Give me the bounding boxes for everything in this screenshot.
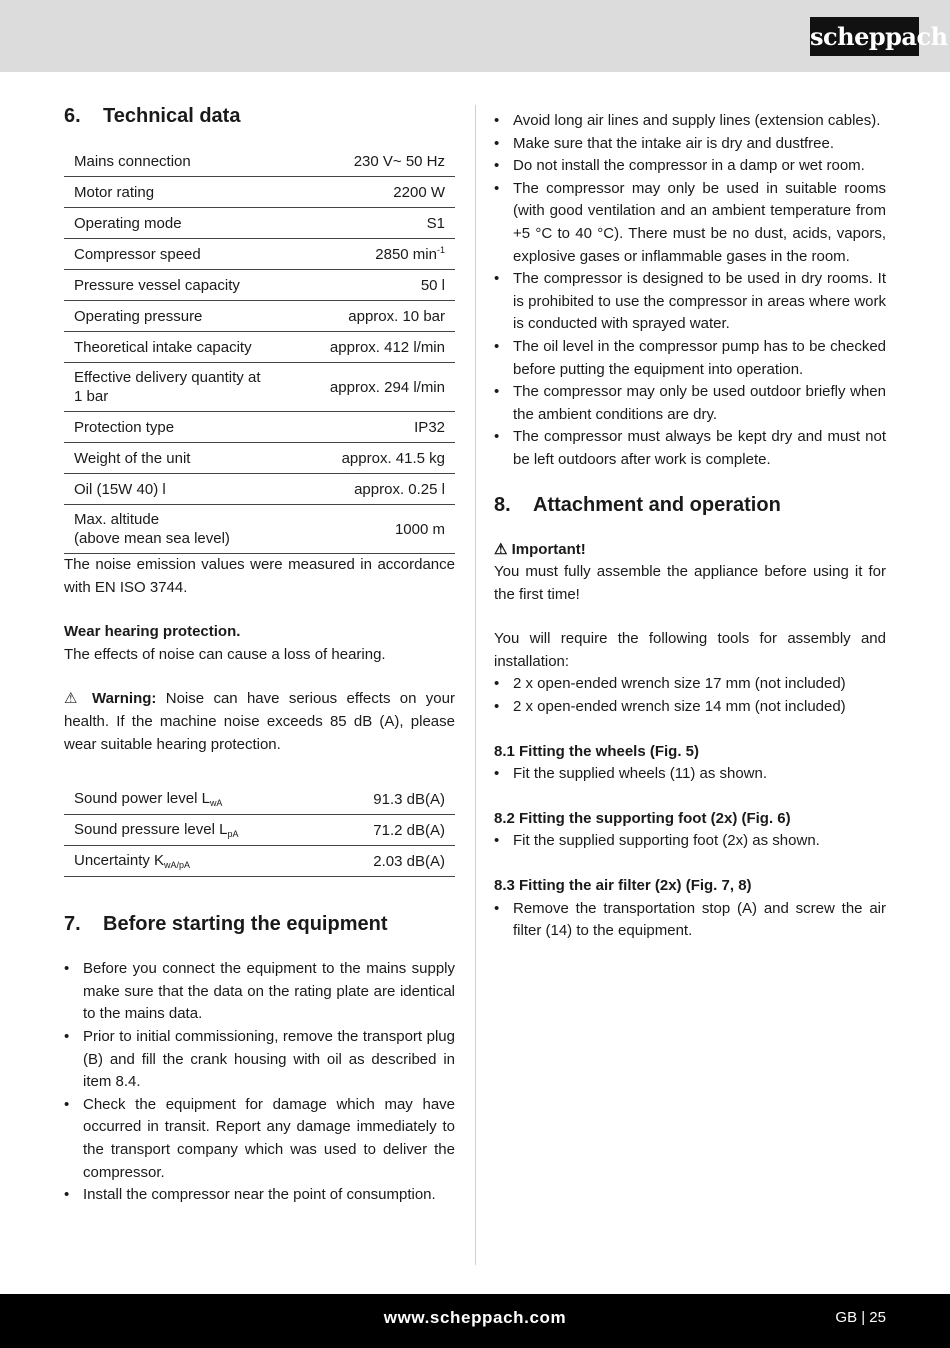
table-row: Effective delivery quantity at 1 bar approx. 294 l/min (64, 363, 455, 412)
section-title: Attachment and operation (533, 493, 781, 516)
subsection-8-2-title: 8.2 Fitting the supporting foot (2x) (Fig. 6) (494, 809, 791, 827)
subsection-8-2-list (494, 830, 886, 853)
section-number: 8. (494, 493, 511, 516)
table-row: Uncertainty $K_{wA/pA}$ 2.03 dB(A) (64, 846, 455, 877)
list-item: • Fit the supplied wheels (11) as shown. (494, 763, 886, 786)
table-row: Operating mode S1 (64, 208, 455, 239)
list-item: • Do not install the compressor in a damp or wet room. (494, 155, 886, 178)
table-row: Motor rating 2200 W (64, 177, 455, 208)
table-row: Sound power level $L_{wA}$ 91.3 dB(A) (64, 784, 455, 815)
list-item: • The compressor may only be used in suitable rooms (with good ventilation and an ambient temperature from +5 °C to 40 °C). There must be no dust, acids, vapors, explosive gases or inflammable gases in the room. (494, 178, 886, 268)
section-8-heading (494, 494, 886, 517)
noise-note: The noise emission values were measured in accordance with EN ISO 3744. (64, 556, 455, 596)
column-divider (475, 105, 476, 1265)
list-item: • Fit the supplied supporting foot (2x) as shown. (494, 830, 886, 853)
page-footer (0, 1294, 950, 1348)
scheppach-logo: scheppach (810, 17, 919, 56)
list-item: • Avoid long air lines and supply lines (extension cables). (494, 110, 886, 133)
subsection-8-1-list (494, 763, 886, 786)
table-row: Operating pressure approx. 10 bar (64, 301, 455, 332)
table-row: Protection type IP32 (64, 412, 455, 443)
list-item: • Check the equipment for damage which may have occurred in transit. Report any damage immediately to the transport company which was used to deliver the compressor. (64, 1094, 455, 1184)
sound-level-table (64, 784, 455, 877)
subsection-8-3-title: 8.3 Fitting the air filter (2x) (Fig. 7, 8) (494, 877, 752, 895)
table-row: Max. altitude (above mean sea level) 1000 m (64, 505, 455, 554)
subsection-8-3-list (494, 898, 886, 943)
warning-icon: ⚠ (64, 690, 83, 708)
subsection-8-1-title: 8.1 Fitting the wheels (Fig. 5) (494, 742, 700, 760)
table-row: Theoretical intake capacity approx. 412 l/min (64, 332, 455, 363)
list-item: • Prior to initial commissioning, remove the transport plug (B) and fill the crank housing with oil as described in item 8.4. (64, 1026, 455, 1094)
list-item: • The compressor may only be used outdoor briefly when the ambient conditions are dry. (494, 381, 886, 426)
table-row: Oil (15W 40) l approx. 0.25 l (64, 474, 455, 505)
list-item: • The oil level in the compressor pump has to be checked before putting the equipment into operation. (494, 336, 886, 381)
section-7-heading (64, 913, 455, 936)
list-item: • Make sure that the intake air is dry and dustfree. (494, 133, 886, 156)
section-number: 7. (64, 913, 81, 936)
section-title: Before starting the equipment (103, 913, 388, 936)
list-item: • 2 x open-ended wrench size 17 mm (not included) (494, 673, 886, 696)
warning-paragraph: ⚠ Warning: Noise can have serious effects on your health. If the machine noise exceeds 85 dB (A), please wear suitable hearing protection. (64, 690, 455, 753)
section-title: Technical data (103, 105, 241, 127)
table-row: Pressure vessel capacity 50 l (64, 270, 455, 301)
technical-data-table (64, 146, 455, 554)
section-number: 6. (64, 105, 81, 127)
before-start-list (64, 958, 455, 1207)
table-row: Compressor speed 2850 $\min^{-1}$ (64, 239, 455, 270)
tools-intro: You will require the following tools for assembly and installation: (494, 630, 886, 670)
hearing-protection-text: The effects of noise can cause a loss of hearing. (64, 645, 386, 663)
page-number: GB | 25 (835, 1309, 886, 1326)
warning-icon: ⚠ (494, 540, 508, 558)
list-item: • 2 x open-ended wrench size 14 mm (not included) (494, 696, 886, 719)
list-item: • Remove the transportation stop (A) and screw the air filter (14) to the equipment. (494, 898, 886, 943)
important-text: You must fully assemble the appliance before using it for the first time! (494, 563, 886, 603)
list-item: • Before you connect the equipment to the mains supply make sure that the data on the rating plate are identical to the mains data. (64, 958, 455, 1026)
before-start-list-continued (494, 110, 886, 472)
table-row: Weight of the unit approx. 41.5 kg (64, 443, 455, 474)
tools-list (494, 673, 886, 718)
page-header (0, 0, 950, 72)
right-column (494, 110, 886, 943)
list-item: • The compressor must always be kept dry and must not be left outdoors after work is complete. (494, 426, 886, 471)
important-heading: ⚠ Important! (494, 540, 586, 558)
website-link[interactable]: www.scheppach.com (383, 1308, 567, 1327)
table-row: Mains connection 230 V~ 50 Hz (64, 146, 455, 177)
section-6-heading (64, 105, 455, 128)
table-row: Sound pressure level $L_{pA}$ 71.2 dB(A) (64, 815, 455, 846)
list-item: • The compressor is designed to be used in dry rooms. It is prohibited to use the compressor in areas where work is conducted with sprayed water. (494, 268, 886, 336)
list-item: • Install the compressor near the point of consumption. (64, 1184, 455, 1207)
left-column (64, 105, 455, 1207)
hearing-protection-title: Wear hearing protection. (64, 623, 241, 641)
